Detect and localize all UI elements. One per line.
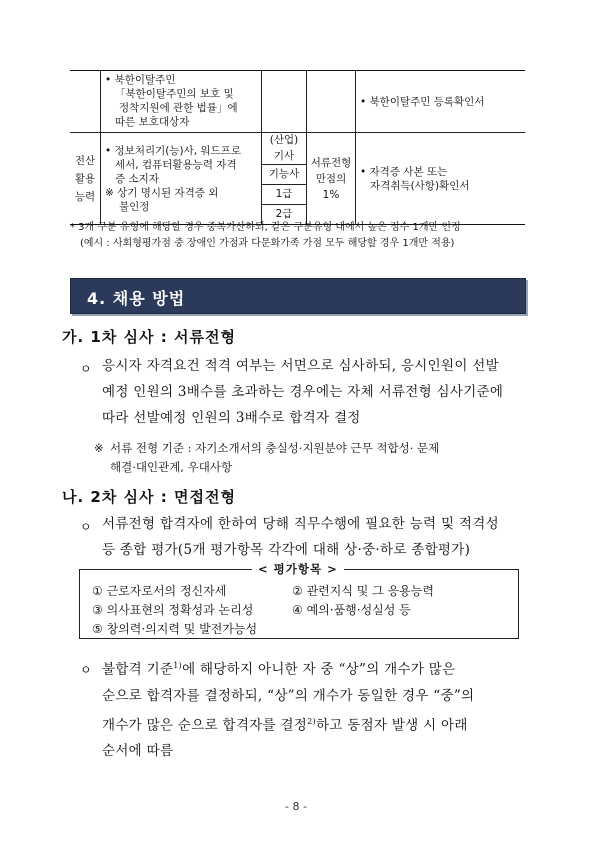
table-cell-level bbox=[262, 71, 307, 133]
eval-item: ④ 예의·품행·성실성 등 bbox=[292, 603, 411, 617]
evaluation-box bbox=[79, 562, 519, 639]
page-number: - 8 - bbox=[285, 800, 307, 813]
step1-note: 서류 전형 기준 : 자기소개서의 충실성·지원분야 근무 적합성· 문제 bbox=[110, 441, 440, 455]
step2-heading: 나. 2차 심사 : 면접전형 bbox=[62, 488, 236, 506]
step1-heading: 가. 1차 심사 : 서류전형 bbox=[62, 328, 236, 346]
table-row bbox=[70, 133, 525, 225]
eval-item: ⑤ 창의력·의지력 및 발전가능성 bbox=[92, 622, 258, 636]
table-cell-item: • 정보처리기(능)사, 워드프로 세서, 컴퓨터활용능력 자격 증 소지자 ※ 상기 명시된 자격증 외 불인정 bbox=[101, 133, 262, 225]
reference-mark: ※ bbox=[94, 441, 104, 455]
eval-item: ① 근로자로서의 정신자세 bbox=[92, 584, 227, 598]
bullet-circle: ㅇ bbox=[80, 520, 92, 534]
section-title: 4. 채용 방법 bbox=[87, 289, 186, 308]
table-cell-level: (산업) 기사 기능사 1급 2급 bbox=[262, 133, 307, 225]
step2-paragraph-2: 불합격 기준$^{1)}$에 해당하지 아니한 자 중 “상”의 개수가 많은 순으로 합격자를 결정하되, “상”의 개수가 동일한 경우 “중”의 개수가 많은 순으로 합격자를 결정$^{2)}$하고 동점자 발생 시 아래 순서에 따름 bbox=[102, 661, 475, 759]
bullet-circle: ㅇ bbox=[80, 362, 92, 376]
table-cell-item: • 북한이탈주민 「북한이탈주민의 보호 및 정착지원에 관한 법률」에 따른 보호대상자 bbox=[101, 71, 262, 133]
preference-table bbox=[70, 70, 525, 225]
step2-paragraph: 서류전형 합격자에 한하여 당해 직무수행에 필요한 능력 및 적격성 등 종합 평가(5개 평가항목 각각에 대해 상·중·하로 종합평가) bbox=[102, 516, 499, 558]
eval-item: ② 관련지식 및 그 응용능력 bbox=[292, 584, 434, 598]
eval-item: ③ 의사표현의 정확성과 논리성 bbox=[92, 603, 254, 617]
section-banner bbox=[70, 278, 526, 314]
table-cell-document: • 북한이탈주민 등록확인서 bbox=[356, 71, 526, 133]
evaluation-title: < 평가항목 > bbox=[252, 561, 344, 577]
table-cell-document: • 자격증 사본 또는 자격취득(사항)확인서 bbox=[356, 133, 526, 225]
table-cell-category bbox=[70, 71, 101, 133]
table-cell-score bbox=[307, 71, 356, 133]
table-cell-score: 서류전형 만점의 1% bbox=[307, 133, 356, 225]
table-cell-category: 전산 활용 능력 bbox=[70, 133, 101, 225]
step1-note-cont: 해결·대인관계, 우대사항 bbox=[110, 460, 233, 474]
table-row bbox=[70, 71, 525, 133]
table-note: * 3개 구분 유형에 해당할 경우 중복가산하되, 같은 구분유형 내에서 높은 점수 1개만 인정 (예시 : 사회형평가점 중 장애인 가점과 다문화가족 가점 모두 해당할 경우 1개만 적용) bbox=[70, 222, 461, 249]
step1-paragraph: 응시자 자격요건 적격 여부는 서면으로 심사하되, 응시인원이 선발 예정 인원의 3배수를 초과하는 경우에는 자체 서류전형 심사기준에 따라 선발예정 인원의 3배수로 합격자 결정 bbox=[102, 358, 504, 426]
bullet-circle: ㅇ bbox=[80, 663, 92, 677]
